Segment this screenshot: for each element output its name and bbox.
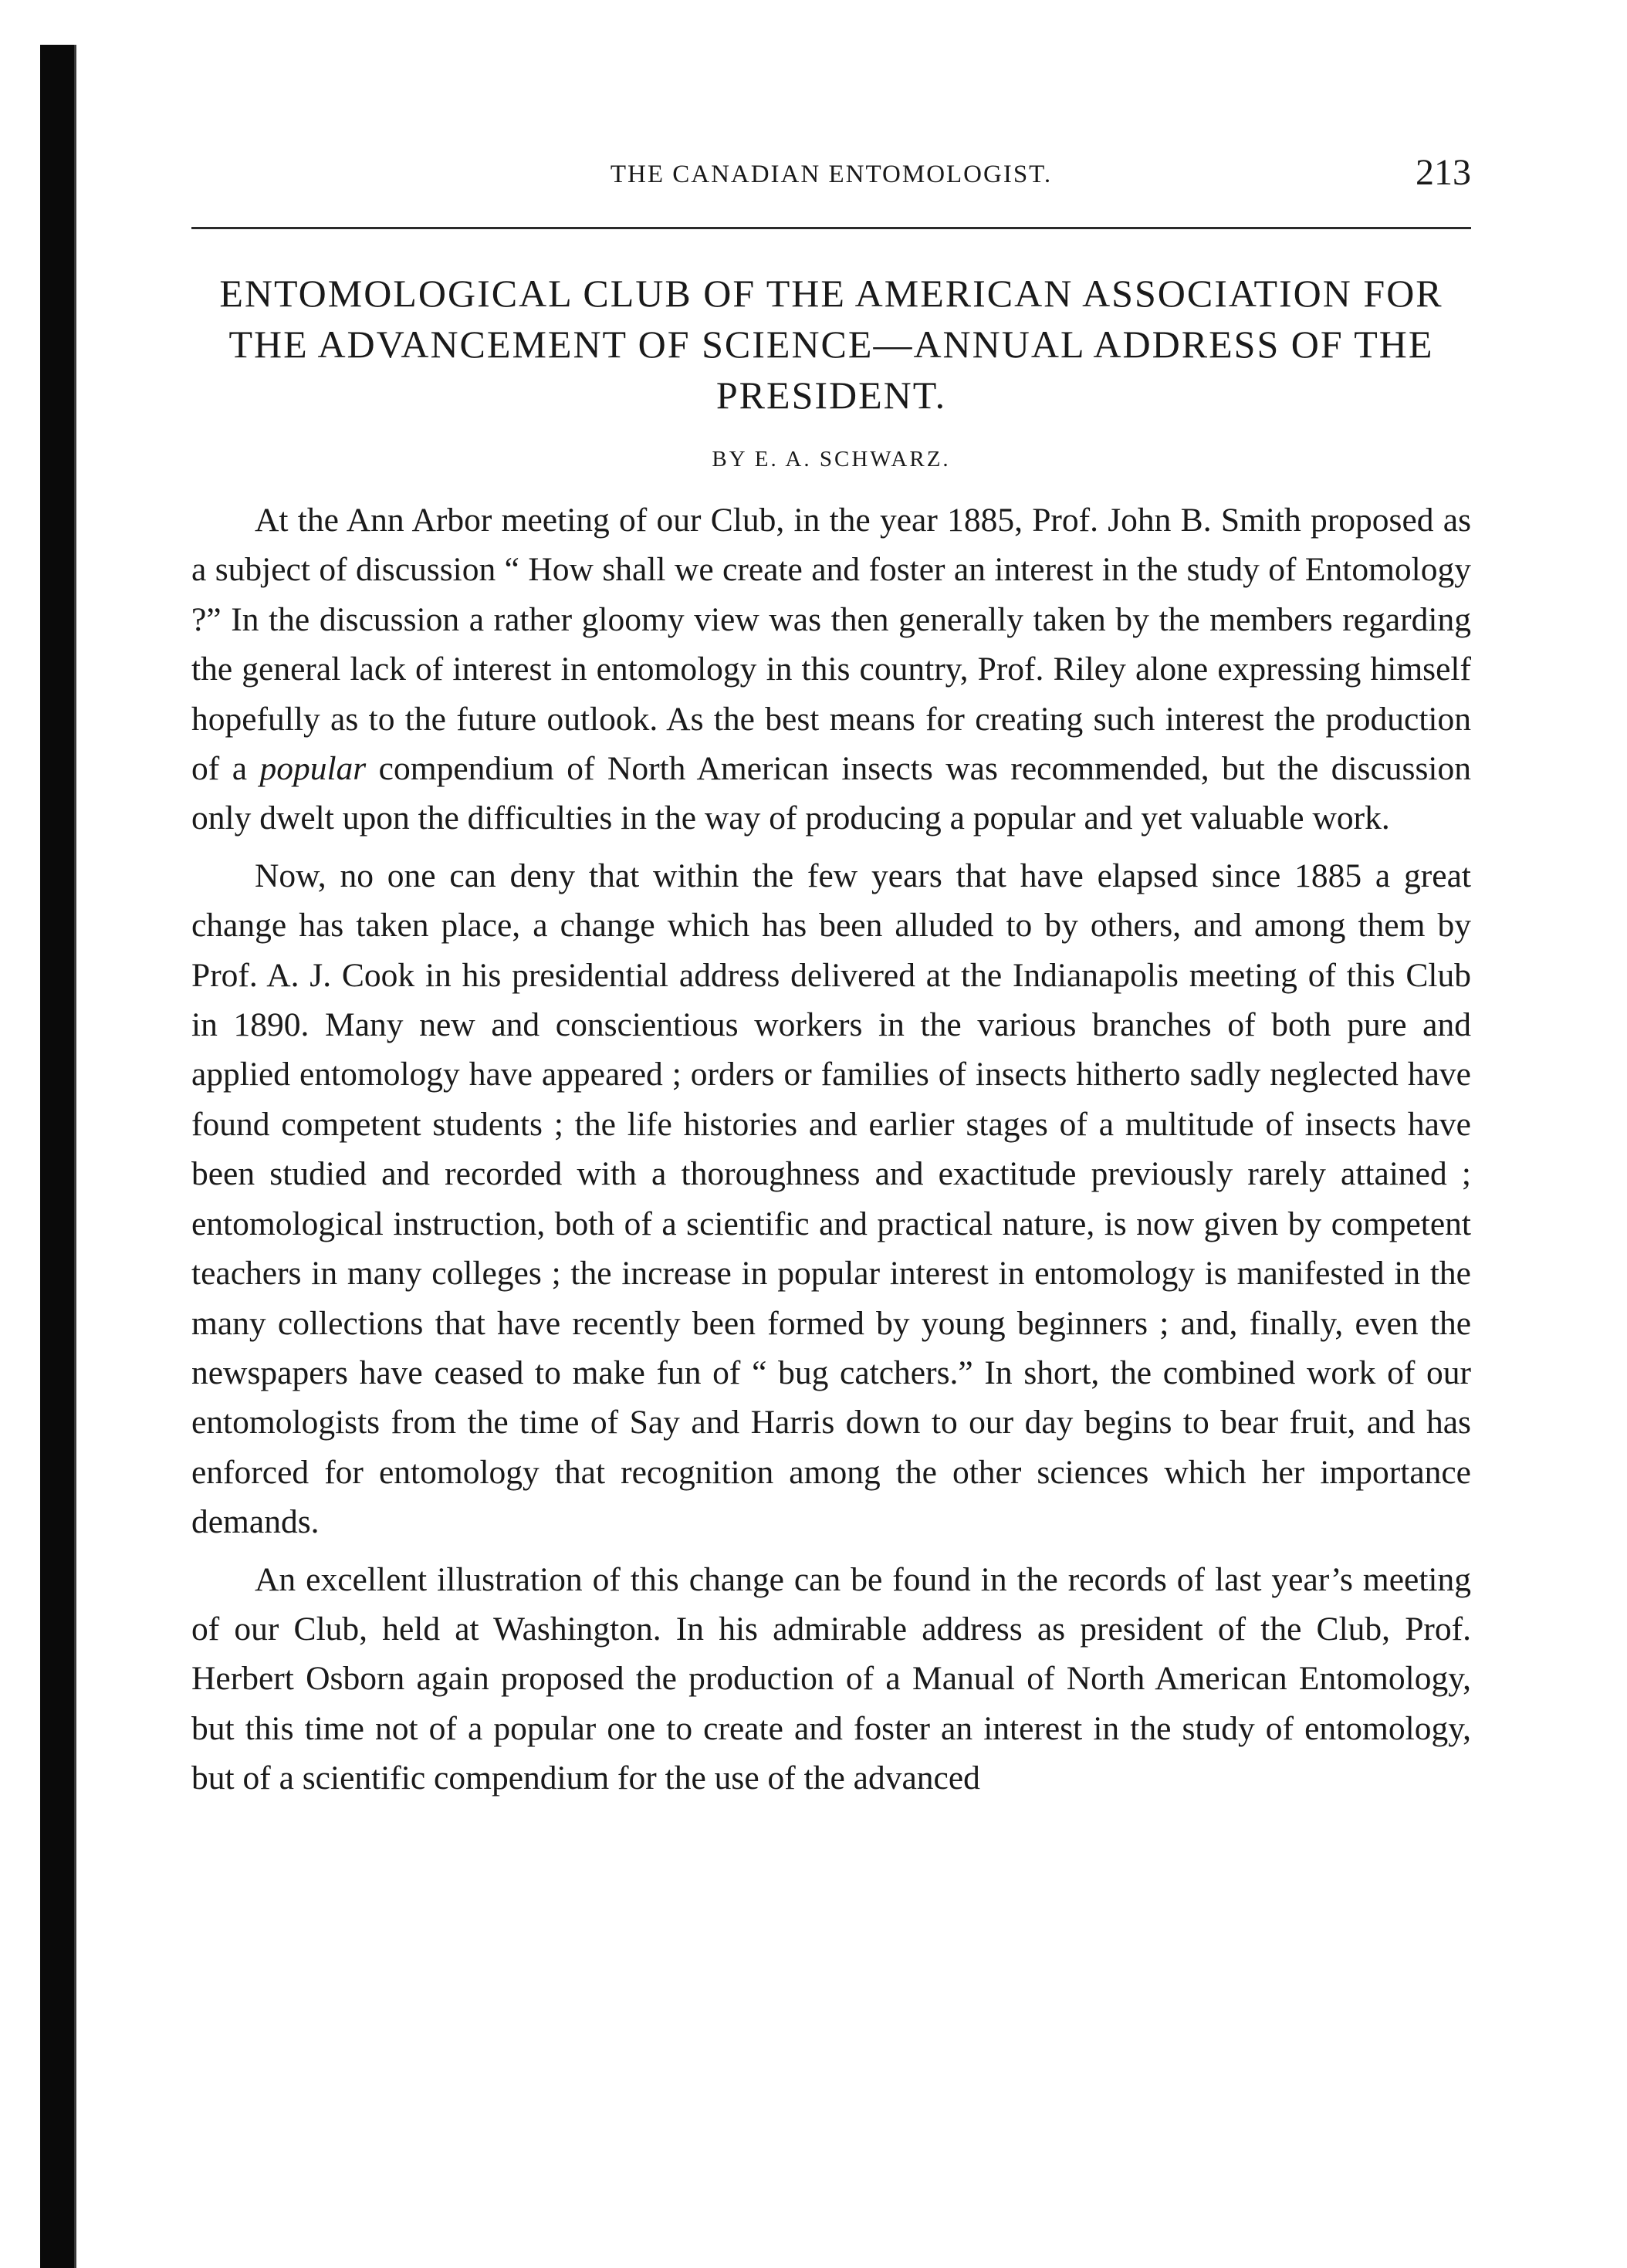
byline: BY E. A. SCHWARZ. xyxy=(712,447,951,472)
paragraph-1 xyxy=(191,495,1471,843)
page-number: 213 xyxy=(1416,152,1471,193)
page xyxy=(191,147,1471,1803)
header-rule xyxy=(191,227,1471,229)
binding-edge xyxy=(40,45,74,2268)
article-title: ENTOMOLOGICAL CLUB OF THE AMERICAN ASSOCIATION FOR THE ADVANCEMENT OF SCIENCE—ANNUAL ADDRESS OF THE PRESIDENT. xyxy=(219,272,1443,417)
paragraph-3: An excellent illustration of this change can be found in the records of last year’s meeting of our Club, held at Washington. In his admirable address as president of the Club, Prof. Herbert Osborn again proposed the production of a Manual of North American Entomology, but this time not of a popular one to create and foster an interest in the study of entomology, but of a scientific compendium for the use of the advanced xyxy=(191,1560,1471,1797)
paragraph-2: Now, no one can deny that within the few years that have elapsed since 1885 a great change has taken place, a change which has been alluded to by others, and among them by Prof. A. J. Cook in his presidential address delivered at the Indianapolis meeting of this Club in 1890. Many new and conscientious workers in the various branches of both pure and applied entomology have appeared ; orders or families of insects hitherto sadly neglected have found competent students ; the life histories and earlier stages of a multitude of insects have been studied and recorded with a thoroughness and exactitude previously rarely attained ; entomological instruction, both of a scientific and practical nature, is now given by competent teachers in many colleges ; the increase in popular interest in entomology is manifested in the many collections that have recently been formed by young beginners ; and, finally, even the newspapers have ceased to make fun of “ bug catchers.” In short, the combined work of our entomologists from the time of Say and Harris down to our day begins to bear fruit, and has enforced for entomology that recognition among the other sciences which her importance demands. xyxy=(191,857,1471,1541)
paragraph-1-text-a: At the Ann Arbor meeting of our Club, in the year 1885, Prof. John B. Smith proposed as a subject of discussion “ How shall we create and foster an interest in the study of Entomology ?” In the discussion a rather gloomy view was then generally taken by the members regarding the general lack of interest in entomology in this country, Prof. Riley alone expressing himself hopefully as to the future outlook. As the best means for creating such interest the production of a xyxy=(191,502,1471,788)
paragraph-1-text-b: compendium of North American insects was recommended, but the discussion only dwelt upon the difficulties in the way of producing a popular and yet valuable work. xyxy=(191,750,1471,837)
running-title: THE CANADIAN ENTOMOLOGIST. xyxy=(610,161,1053,188)
binding-edge-line xyxy=(74,45,76,2268)
article-body xyxy=(191,495,1471,1803)
italic-popular: popular xyxy=(259,750,367,788)
running-head xyxy=(191,147,1471,201)
